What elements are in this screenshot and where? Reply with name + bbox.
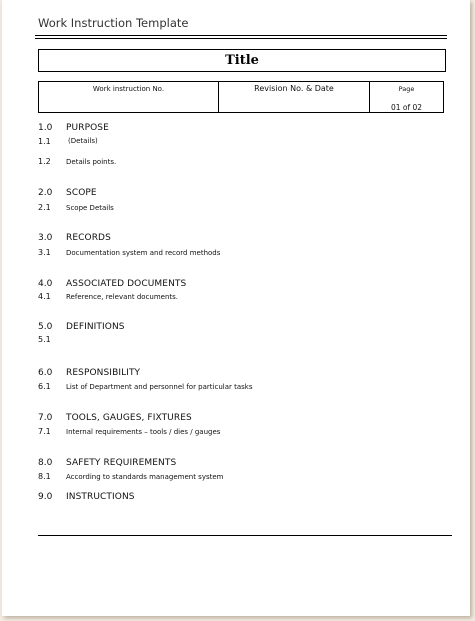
info-table	[38, 81, 444, 113]
section-title: RECORDS	[66, 233, 111, 243]
subitem-number: 5.1	[38, 335, 51, 344]
subitem-number: 7.1	[38, 427, 51, 436]
subitem-number: 2.1	[38, 203, 51, 212]
footer-rule	[38, 535, 452, 536]
subitem-text: (Details)	[68, 137, 98, 145]
subitem-text: Details points.	[66, 158, 117, 166]
section-title: DEFINITIONS	[66, 322, 125, 332]
subitem-number: 1.1	[38, 137, 51, 146]
subitem-text: Documentation system and record methods	[66, 249, 221, 257]
header-rule-top	[35, 35, 447, 36]
section-title: SAFETY REQUIREMENTS	[66, 458, 177, 468]
document-header: Work Instruction Template	[38, 16, 189, 30]
subitem-text: Scope Details	[66, 204, 114, 212]
section-number: 5.0	[38, 322, 53, 332]
document-title: Title	[225, 53, 259, 68]
section-number: 4.0	[38, 279, 53, 289]
title-box	[38, 49, 446, 72]
work-instruction-cell	[39, 82, 219, 112]
page-label: Page	[398, 85, 415, 93]
section-title: TOOLS, GAUGES, FIXTURES	[66, 413, 192, 423]
section-title: INSTRUCTIONS	[66, 492, 135, 502]
section-title: SCOPE	[66, 188, 97, 198]
page-cell	[370, 82, 443, 112]
subitem-text: Internal requirements – tools / dies / gauges	[66, 428, 221, 436]
revision-label: Revision No. & Date	[254, 84, 334, 93]
subitem-text: Reference, relevant documents.	[66, 293, 179, 301]
page-value: 01 of 02	[390, 103, 423, 112]
section-number: 7.0	[38, 413, 53, 423]
section-number: 1.0	[38, 123, 53, 133]
subitem-number: 1.2	[38, 157, 51, 166]
subitem-number: 6.1	[38, 382, 51, 391]
section-title: PURPOSE	[66, 123, 109, 133]
subitem-text: According to standards management system	[66, 473, 224, 481]
section-title: ASSOCIATED DOCUMENTS	[66, 279, 187, 289]
subitem-number: 3.1	[38, 248, 51, 257]
subitem-number: 4.1	[38, 292, 51, 301]
document-page	[2, 0, 470, 616]
section-number: 6.0	[38, 368, 53, 378]
section-number: 9.0	[38, 492, 53, 502]
subitem-number: 8.1	[38, 472, 51, 481]
section-number: 3.0	[38, 233, 53, 243]
section-number: 8.0	[38, 458, 53, 468]
section-number: 2.0	[38, 188, 53, 198]
section-title: RESPONSIBILITY	[66, 368, 141, 378]
revision-cell	[219, 82, 370, 112]
header-rule-bottom	[35, 38, 447, 39]
subitem-text: List of Department and personnel for particular tasks	[66, 383, 253, 391]
work-instruction-label: Work instruction No.	[92, 85, 165, 93]
